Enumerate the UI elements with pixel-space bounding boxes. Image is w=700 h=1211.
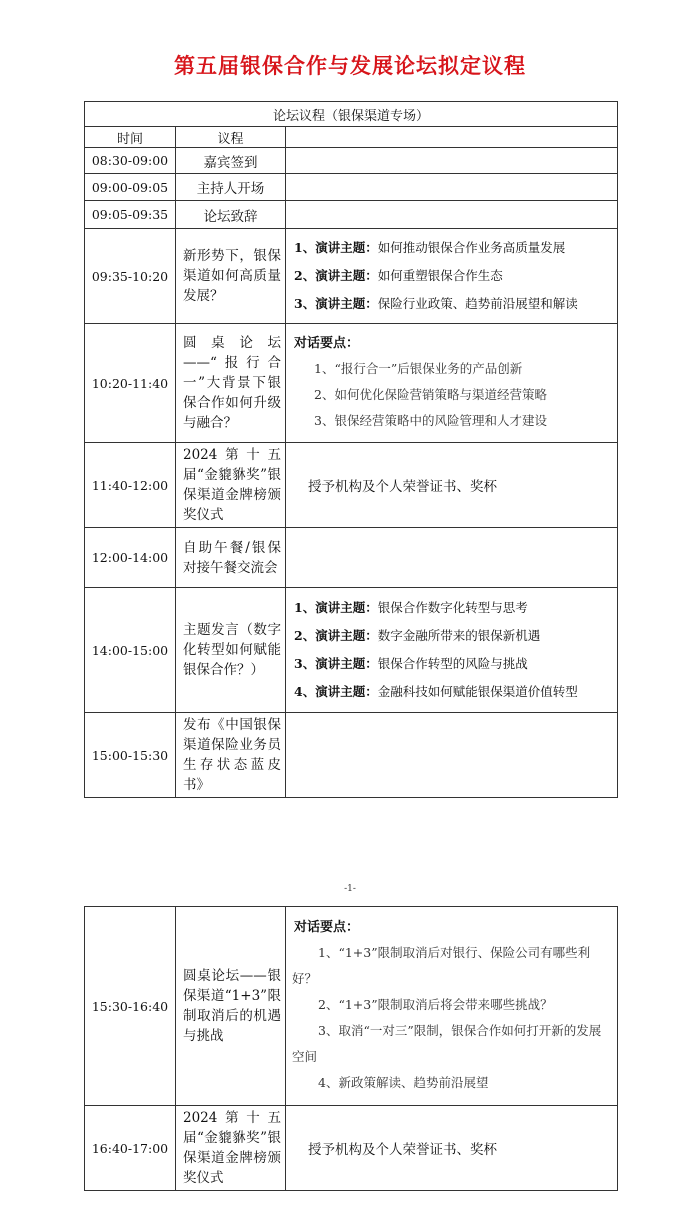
row-item-text: 自助午餐/银保对接午餐交流会 — [183, 539, 281, 576]
row-detail — [286, 588, 618, 713]
speech-topic — [286, 262, 617, 290]
award-text: 授予机构及个人荣誉证书、奖杯 — [308, 1142, 497, 1158]
speech-topic — [286, 290, 617, 318]
row-detail — [286, 1106, 618, 1191]
row-time: 09:05-09:35 — [85, 201, 176, 229]
row-item-text: 发布《中国银保渠道保险业务员生存状态蓝皮书》 — [183, 717, 281, 793]
row-detail — [286, 174, 618, 201]
row-item-text: 主题发言（数字化转型如何赋能银保合作？） — [183, 622, 281, 678]
topic-text: 如何重塑银保合作生态 — [377, 268, 503, 283]
row-item — [176, 907, 286, 1106]
row-detail — [286, 324, 618, 443]
row-item-text: 2024第十五届“金貔貅奖”银保渠道金牌榜颁奖仪式 — [183, 1110, 281, 1186]
row-item-text: 新形势下，银保渠道如何高质量发展？ — [183, 248, 281, 304]
page-number: -1- — [344, 884, 356, 894]
topic-text: 银保合作数字化转型与思考 — [377, 600, 528, 615]
row-item — [176, 1106, 286, 1191]
dialog-point: 4、新政策解读、趋势前沿展望 — [318, 1075, 489, 1090]
speech-topic — [286, 622, 617, 650]
table-row — [85, 528, 618, 588]
row-item-text: 圆桌论坛——银保渠道“1+3”限制取消后的机遇与挑战 — [183, 968, 281, 1044]
row-time: 08:30-09:00 — [85, 148, 176, 174]
row-time: 15:30-16:40 — [85, 907, 176, 1106]
row-time: 09:00-09:05 — [85, 174, 176, 201]
row-time: 12:00-14:00 — [85, 528, 176, 588]
award-text: 授予机构及个人荣誉证书、奖杯 — [308, 479, 497, 495]
row-item: 嘉宾签到 — [176, 148, 286, 174]
row-item — [176, 443, 286, 528]
table-header-row — [85, 127, 618, 148]
topic-label: 4、演讲主题： — [294, 684, 378, 699]
row-item-text: 2024第十五届“金貔貅奖”银保渠道金牌榜颁奖仪式 — [183, 447, 281, 523]
row-time: 09:35-10:20 — [85, 229, 176, 324]
table-row — [85, 588, 618, 713]
row-detail — [286, 229, 618, 324]
topic-label: 3、演讲主题： — [294, 656, 378, 671]
table-row — [85, 713, 618, 798]
row-detail — [286, 443, 618, 528]
table-row — [85, 229, 618, 324]
row-item: 论坛致辞 — [176, 201, 286, 229]
speech-topic — [286, 650, 617, 678]
row-time: 15:00-15:30 — [85, 713, 176, 798]
topic-text: 数字金融所带来的银保新机遇 — [377, 628, 541, 643]
table-title: 论坛议程（银保渠道专场） — [85, 102, 618, 127]
speech-topic — [286, 678, 617, 706]
dialog-point: 2、“1+3”限制取消后将会带来哪些挑战？ — [318, 997, 553, 1012]
topic-label: 2、演讲主题： — [294, 628, 378, 643]
speech-topic — [286, 234, 617, 262]
row-time: 14:00-15:00 — [85, 588, 176, 713]
header-time: 时间 — [85, 127, 176, 148]
row-time: 11:40-12:00 — [85, 443, 176, 528]
header-blank — [286, 127, 618, 148]
table-row — [85, 324, 618, 443]
dialog-point: 3、银保经营策略中的风险管理和人才建设 — [314, 413, 547, 428]
row-detail — [286, 528, 618, 588]
row-detail — [286, 907, 618, 1106]
table-row — [85, 148, 618, 174]
row-time: 10:20-11:40 — [85, 324, 176, 443]
topic-label: 1、演讲主题： — [294, 600, 378, 615]
dialog-point: 1、“1+3”限制取消后对银行、保险公司有哪些利好？ — [292, 945, 591, 986]
dialog-point: 3、取消“一对三”限制，银保合作如何打开新的发展空间 — [292, 1023, 602, 1064]
row-item — [176, 229, 286, 324]
dialog-title: 对话要点： — [294, 920, 360, 935]
agenda-table — [84, 101, 618, 798]
row-item — [176, 588, 286, 713]
topic-label: 1、演讲主题： — [294, 240, 378, 255]
row-detail — [286, 713, 618, 798]
topic-text: 金融科技如何赋能银保渠道价值转型 — [377, 684, 578, 699]
row-item-text: 圆桌论坛——“报行合一”大背景下银保合作如何升级与融合？ — [183, 335, 281, 431]
row-detail — [286, 148, 618, 174]
document-title: 第五届银保合作与发展论坛拟定议程 — [174, 53, 526, 78]
table-row — [85, 174, 618, 201]
row-item — [176, 528, 286, 588]
row-detail — [286, 201, 618, 229]
row-item — [176, 324, 286, 443]
table-row — [85, 1106, 618, 1191]
topic-label: 2、演讲主题： — [294, 268, 378, 283]
header-agenda: 议程 — [176, 127, 286, 148]
dialog-point: 1、“报行合一”后银保业务的产品创新 — [314, 361, 523, 376]
speech-topic — [286, 594, 617, 622]
topic-text: 保险行业政策、趋势前沿展望和解读 — [377, 296, 578, 311]
topic-text: 如何推动银保合作业务高质量发展 — [377, 240, 566, 255]
agenda-table-continued — [84, 906, 618, 1191]
dialog-title: 对话要点： — [294, 336, 360, 351]
table-row — [85, 443, 618, 528]
topic-text: 银保合作转型的风险与挑战 — [377, 656, 528, 671]
row-item: 主持人开场 — [176, 174, 286, 201]
row-item — [176, 713, 286, 798]
row-time: 16:40-17:00 — [85, 1106, 176, 1191]
topic-label: 3、演讲主题： — [294, 296, 378, 311]
table-row — [85, 907, 618, 1106]
table-row — [85, 201, 618, 229]
dialog-point: 2、如何优化保险营销策略与渠道经营策略 — [314, 387, 547, 402]
